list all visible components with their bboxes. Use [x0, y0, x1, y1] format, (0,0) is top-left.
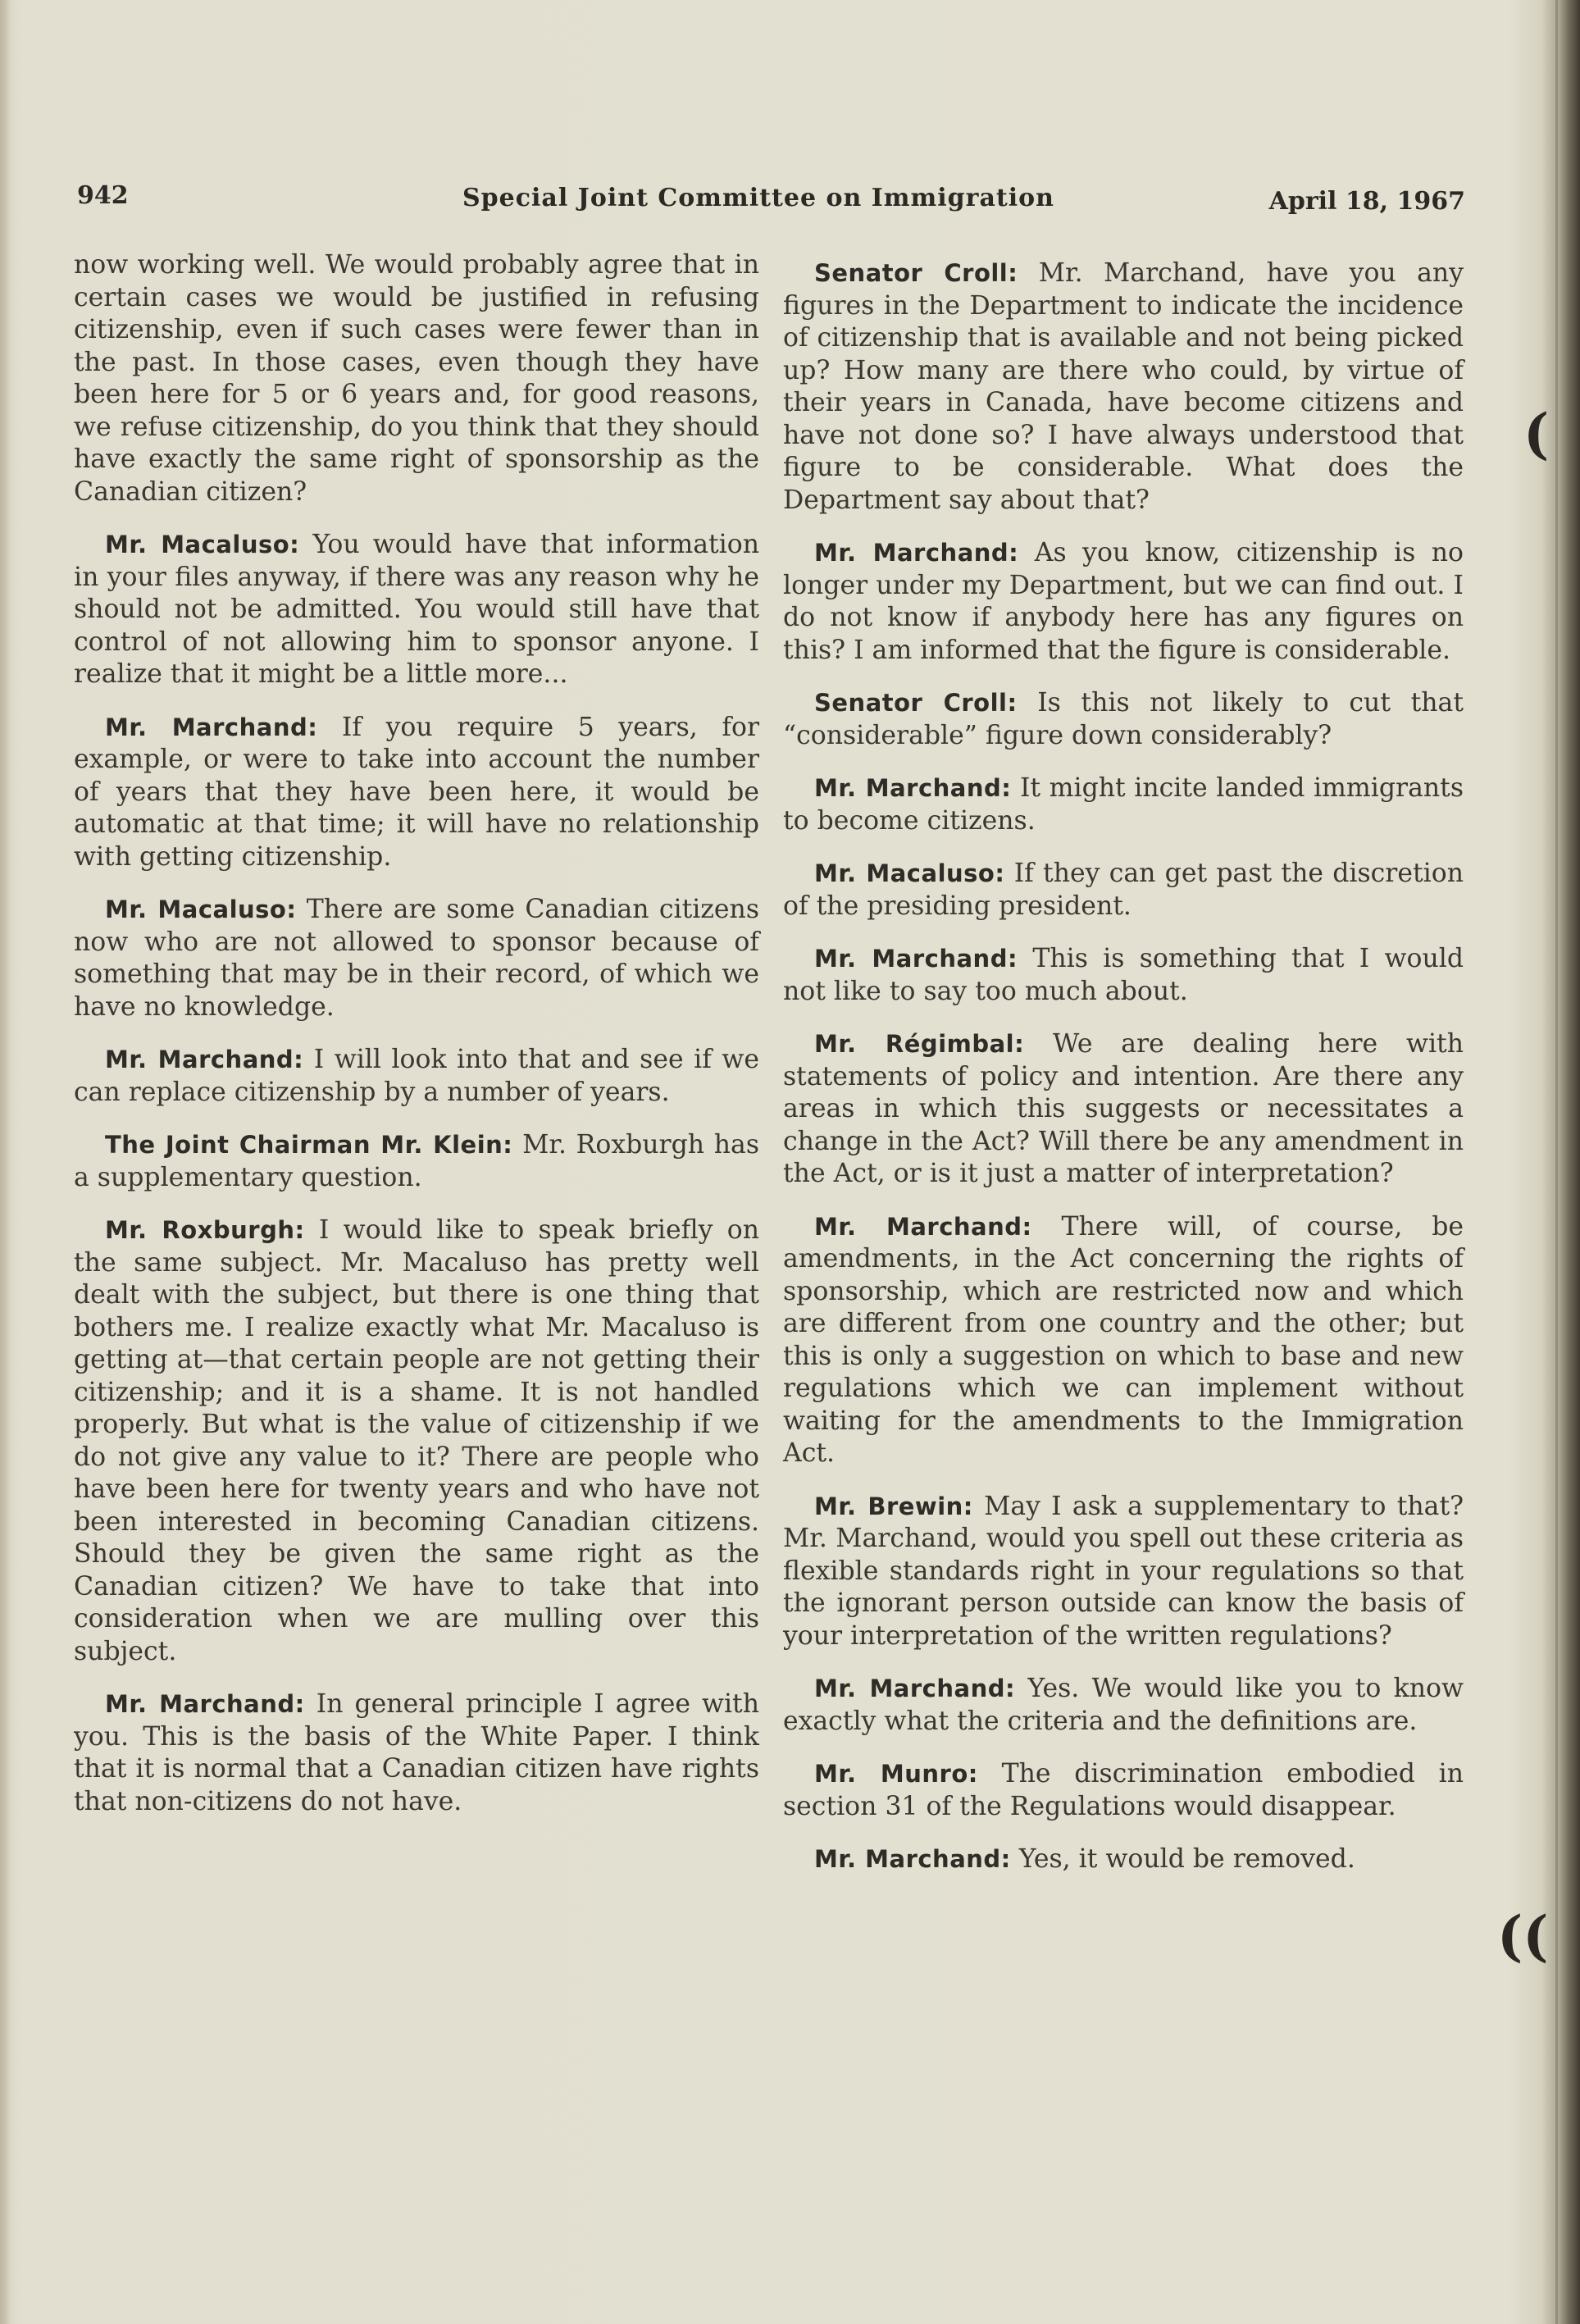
binding-gutter [1555, 0, 1558, 2324]
speech-text: I will look into that and see if we can replace citizenship by a number of years. [74, 1045, 759, 1107]
speech-text: In general principle I agree with you. This is the basis of the White Paper. I think that it is normal that a Canadian citizen have rights that non-citizens do not have. [74, 1689, 759, 1816]
speech-text: Is this not likely to cut that “considerable” figure down considerably? [783, 688, 1464, 750]
speech-text: There are some Canadian citizens now who are not allowed to sponsor because of something that may be in their record, of which we have no knowledge. [74, 895, 760, 1022]
speaker-name: Mr. Macaluso: [105, 895, 297, 923]
speech-paragraph [783, 1673, 1464, 1738]
speaker-name: Mr. Munro: [814, 1760, 978, 1788]
left-edge-shadow [0, 0, 11, 2324]
speaker-name: The Joint Chairman Mr. Klein: [105, 1131, 513, 1159]
speech-text: If you require 5 years, for example, or were to take into account the number of years that they have been here, it would be automatic at that time; it will have no relationship with getting citizenship. [74, 712, 760, 872]
margin-mark-lower: (( [1497, 1904, 1549, 1968]
speaker-name: Mr. Marchand: [105, 1046, 304, 1073]
header-date: April 18, 1967 [1268, 187, 1465, 216]
page-number: 942 [77, 181, 129, 210]
speech-paragraph [783, 943, 1464, 1008]
speech-text: As you know, citizenship is no longer under my Department, but we can find out. I do not know if anybody here has any figures on this? I am informed that the figure is considerable. [783, 538, 1464, 665]
speaker-name: Mr. Marchand: [814, 1845, 1011, 1873]
speech-paragraph [74, 1688, 759, 1818]
speech-paragraph [783, 1211, 1464, 1470]
left-column [74, 249, 759, 1839]
speech-text: Mr. Marchand, have you any figures in the Department to indicate the incidence of citizenship that is available and not being picked up? How many are there who could, by virtue of their years in Canada, have become citizens and have not done so? I have always understood that figure to be considerable. What does the Department say about that? [783, 258, 1464, 515]
speaker-name: Mr. Marchand: [105, 713, 318, 741]
speech-paragraph [783, 537, 1464, 667]
running-title: Special Joint Committee on Immigration [462, 184, 1054, 212]
speaker-name: Mr. Marchand: [814, 1212, 1032, 1241]
speech-text: Yes, it would be removed. [1010, 1844, 1355, 1874]
margin-mark-upper: ( [1523, 402, 1550, 466]
speech-paragraph [74, 712, 759, 874]
right-column [783, 257, 1464, 1897]
speech-paragraph [783, 1028, 1464, 1191]
speech-text: There will, of course, be amendments, in the Act concerning the rights of sponsorship, which are restricted now and which are different from one country and the other; but this is only a suggestion on which to base and new regulations which we can implement without waiting for the amendments to the Immigration Act. [783, 1211, 1464, 1468]
speaker-name: Mr. Macaluso: [814, 859, 1005, 887]
speech-paragraph [74, 1129, 759, 1194]
speech-paragraph [783, 687, 1464, 752]
speech-text: You would have that information in your files anyway, if there was any reason why he should not be admitted. You would still have that control of not allowing him to sponsor anyone. I realize that it might be a little more... [74, 530, 759, 689]
speech-text: Mr. Roxburgh has a supplementary question. [74, 1130, 760, 1192]
speech-paragraph [783, 1758, 1464, 1823]
speech-text: We are dealing here with statements of policy and intention. Are there any areas in which this suggests or necessitates a change in the Act? Will there be any amendment in the Act, or is it just a matter of interpretation? [783, 1029, 1464, 1188]
speech-paragraph [783, 1491, 1464, 1653]
speech-paragraph [74, 894, 759, 1023]
speaker-name: Senator Croll: [814, 689, 1018, 717]
speech-paragraph [783, 772, 1464, 837]
speech-paragraph [74, 1044, 759, 1109]
speaker-name: Mr. Roxburgh: [105, 1216, 305, 1244]
speaker-name: Mr. Marchand: [814, 1675, 1016, 1702]
speech-text: The discrimination embodied in section 31 of the Regulations would disappear. [783, 1759, 1464, 1821]
speech-text: May I ask a supplementary to that? Mr. Marchand, would you spell out these criteria as flexible standards right in your regulations so that the ignorant person outside can know the basis of your interpretation of the written regulations? [783, 1491, 1464, 1651]
speaker-name: Mr. Régimbal: [814, 1030, 1025, 1058]
speaker-name: Mr. Marchand: [105, 1690, 305, 1718]
speech-paragraph [783, 858, 1464, 923]
speech-paragraph [74, 529, 759, 691]
speaker-name: Mr. Marchand: [814, 945, 1018, 973]
speech-text: This is something that I would not like to say too much about. [783, 944, 1464, 1006]
speech-text: It might incite landed immigrants to become citizens. [783, 773, 1464, 836]
continuation-paragraph: now working well. We would probably agree that in certain cases we would be justified in refusing citizenship, even if such cases were fewer than in the past. In those cases, even though they have been here for 5 or 6 years and, for good reasons, we refuse citizenship, do you think that they should have exactly the same right of sponsorship as the Canadian citizen? [74, 250, 759, 507]
speech-text: Yes. We would like you to know exactly what the criteria and the definitions are. [783, 1674, 1464, 1736]
speaker-name: Mr. Marchand: [814, 774, 1012, 802]
speech-paragraph [74, 1214, 759, 1668]
speaker-name: Mr. Brewin: [814, 1492, 973, 1520]
speech-text: If they can get past the discretion of the presiding president. [783, 859, 1464, 921]
speaker-name: Mr. Macaluso: [105, 531, 300, 558]
speech-paragraph [783, 257, 1464, 517]
speaker-name: Mr. Marchand: [814, 539, 1019, 567]
speech-text: I would like to speak briefly on the same subject. Mr. Macaluso has pretty well dealt with the subject, but there is one thing that bothers me. I realize exactly what Mr. Macaluso is getting at—that certain people are not getting their citizenship; and it is a shame. It is not handled properly. But what is the value of citizenship if we do not give any value to it? There are people who have been here for twenty years and who have not been interested in becoming Canadian citizens. Should they be given the same right as the Canadian citizen? We have to take that into consideration when we are mulling over this subject. [74, 1215, 759, 1666]
running-header [77, 181, 1465, 222]
speech-paragraph [783, 1843, 1464, 1876]
speaker-name: Senator Croll: [814, 259, 1018, 287]
